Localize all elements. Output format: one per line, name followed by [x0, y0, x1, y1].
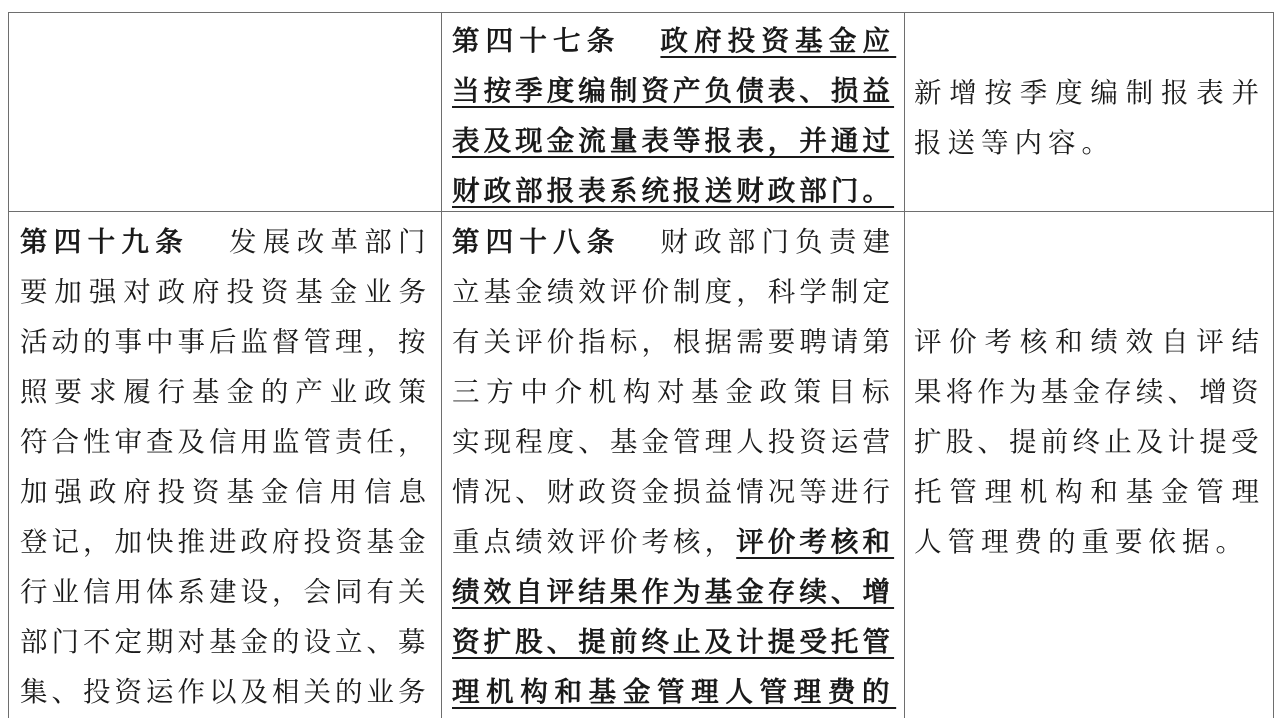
- text-segment: 重点绩效评价考核，: [452, 526, 737, 558]
- text-segment: 加强政府投资基金信用信息: [20, 476, 433, 508]
- table-border-right: [1273, 12, 1274, 718]
- text-segment: 活动的事中事后监督管理，按: [20, 326, 430, 358]
- note-line: 新增按季度编制报表并: [914, 77, 1267, 109]
- text-segment: 行业信用体系建设，会同有关: [20, 576, 430, 608]
- text-line: [20, 520, 430, 564]
- text-line: [452, 119, 894, 163]
- text-segment: 要加强对政府投资基金业务: [20, 276, 433, 308]
- text-line: [20, 470, 433, 514]
- text-segment: 实现程度、基金管理人投资运营: [452, 426, 895, 458]
- text-segment: 有关评价指标，根据需要聘请第: [452, 326, 895, 358]
- text-line: [452, 520, 894, 564]
- text-segment: 情况、财政资金损益情况等进行: [452, 476, 895, 508]
- row1-note-cell: [914, 13, 1269, 211]
- text-line: [20, 420, 430, 464]
- text-segment: 第四十七条: [452, 25, 621, 57]
- text-line: [20, 220, 432, 264]
- row1-new-cell: [452, 13, 897, 211]
- text-segment: 第四十九条: [20, 226, 189, 258]
- text-line: [452, 620, 894, 664]
- text-line: [20, 570, 430, 614]
- note-line: 人管理费的重要依据。: [914, 526, 1249, 558]
- text-line: [20, 320, 430, 364]
- text-segment: 登记，加快推进政府投资基金: [20, 526, 430, 558]
- text-line: [452, 320, 894, 364]
- note-line: 评价考核和绩效自评结: [914, 326, 1267, 358]
- text-line: [452, 169, 894, 211]
- text-segment: 绩效自评结果作为基金存续、增: [452, 576, 895, 608]
- text-line: [452, 670, 896, 714]
- text-line: [452, 19, 896, 63]
- text-line: [452, 69, 894, 113]
- text-segment: 表及现金流量表等报表，并通过: [452, 125, 895, 157]
- text-segment: 当按季度编制资产负债表、损益: [452, 75, 895, 107]
- text-segment: 三方中介机构对基金政策目标: [452, 376, 897, 408]
- text-segment: 资扩股、提前终止及计提受托管: [452, 626, 895, 658]
- row1-old-cell: [9, 13, 441, 211]
- text-line: [20, 270, 433, 314]
- text-line: [20, 620, 430, 664]
- text-line: [452, 270, 894, 314]
- text-segment: 集、投资运作以及相关的业务: [20, 676, 430, 708]
- text-line: [452, 420, 894, 464]
- note-line: 扩股、提前终止及计提受: [914, 426, 1263, 458]
- text-segment: 发展改革部门: [229, 226, 432, 258]
- column-divider-1: [441, 12, 442, 718]
- text-segment: 立基金绩效评价制度，科学制定: [452, 276, 895, 308]
- text-line: [452, 220, 896, 264]
- text-segment: 第四十八条: [452, 226, 621, 258]
- row2-old-cell: [20, 212, 438, 718]
- text-line: [452, 470, 894, 514]
- text-segment: 照要求履行基金的产业政策: [20, 376, 433, 408]
- text-line: [452, 370, 896, 414]
- text-line: [20, 670, 430, 714]
- text-segment: 评价考核和: [736, 526, 895, 558]
- text-segment: 财政部门负责建: [660, 226, 897, 258]
- text-segment: 理机构和基金管理人管理费的: [452, 676, 897, 708]
- text-segment: 部门不定期对基金的设立、募: [20, 626, 430, 658]
- text-segment: 政府投资基金应: [660, 25, 897, 57]
- text-segment: 符合性审查及信用监管责任，: [20, 426, 430, 458]
- column-divider-2: [904, 12, 905, 718]
- text-line: [452, 570, 894, 614]
- note-line: 托管理机构和基金管理: [914, 476, 1267, 508]
- note-line: 果将作为基金存续、增资: [914, 376, 1263, 408]
- text-line: [20, 370, 433, 414]
- note-line: 报送等内容。: [914, 127, 1115, 159]
- text-segment: 财政部报表系统报送财政部门。: [452, 175, 895, 207]
- row2-new-cell: [452, 212, 897, 718]
- row2-note-cell: [914, 212, 1269, 718]
